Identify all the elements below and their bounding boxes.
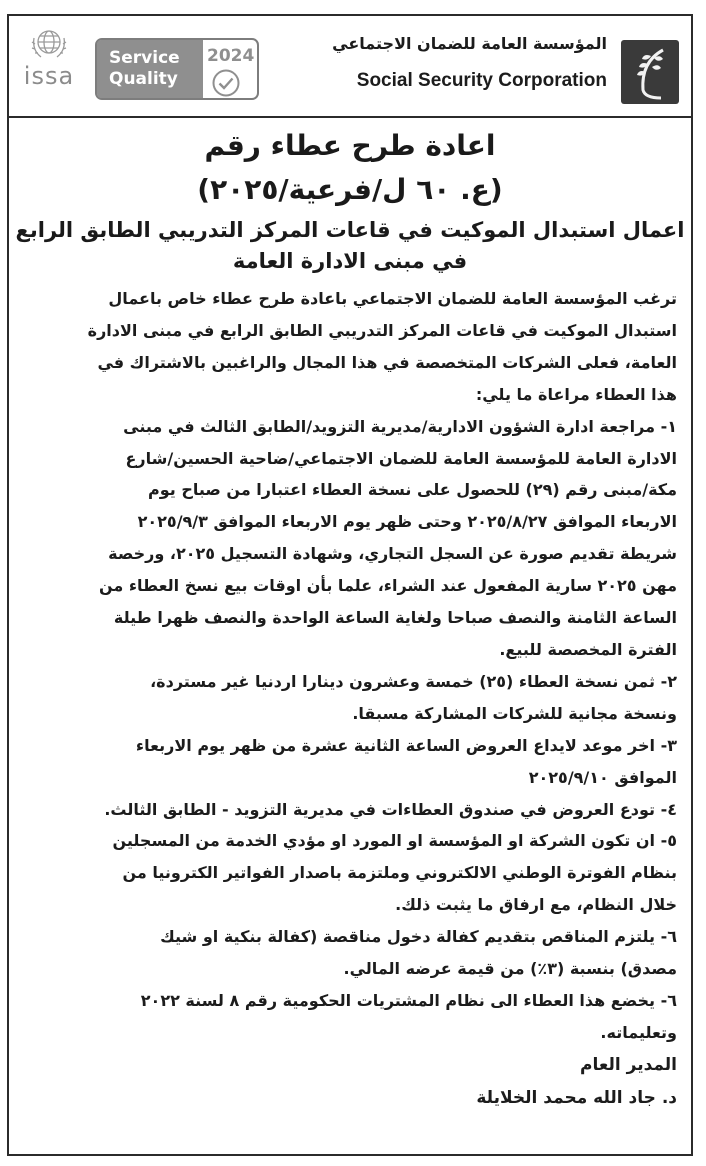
text-line: ٥- ان تكون الشركة او المؤسسة او المورد او مؤدي الخدمة من المسجلين [112,831,677,851]
text-line: مصدق) بنسبة (٣٪) من قيمة عرضه المالي. [343,959,677,979]
text-line: الفترة المخصصة للبيع. [499,639,677,659]
text-line: ٢- ثمن نسخة العطاء (٢٥) خمسة وعشرون دينارا اردنيا غير مستردة، [150,671,677,691]
text-line: ٦- يخضع هذا العطاء الى نظام المشتريات الحكومية رقم ٨ لسنة ٢٠٢٢ [140,990,677,1010]
checkmark-icon [211,68,241,98]
text-line: ترغب المؤسسة العامة للضمان الاجتماعي باعادة طرح عطاء خاص باعمال [108,289,677,308]
title-line-1: اعادة طرح عطاء رقم [204,129,496,162]
subject-line-1: اعمال استبدال الموكيت في قاعات المركز التدريبي الطابق الرابع [15,218,685,242]
text-line: ٦- يلتزم المناقص بتقديم كفالة دخول مناقصة (كفالة بنكية او شيك [160,927,677,947]
issa-logo [23,24,75,88]
globe-icon [29,24,69,64]
wheat-logo-icon [621,40,679,104]
header [9,16,691,118]
text-line: العامة، فعلى الشركات المتخصصة في هذا المجال والراغبين بالاشتراك في [97,352,677,372]
signature-block [23,1049,677,1115]
text-line: مهن ٢٠٢٥ سارية المفعول عند الشراء، علما بأن اوقات بيع نسخ العطاء من [98,576,677,596]
text-line: ٣- اخر موعد لايداع العروض الساعة الثانية عشرة من ظهر يوم الاربعاء [135,735,677,755]
text-line: شريطة تقديم صورة عن السجل التجاري، وشهادة التسجيل ٢٠٢٥، ورخصة [108,544,677,564]
text-line: الاربعاء الموافق ٢٠٢٥/٨/٢٧ وحتى ظهر يوم الاربعاء الموافق ٢٠٢٥/٩/٣ [137,512,677,532]
announcement-text [23,283,677,1049]
issa-text: issa [23,62,75,90]
text-line: استبدال الموكيت في قاعات المركز التدريبي الطابق الرابع في مبنى الادارة [87,320,677,340]
announcement-body [9,120,691,1115]
text-line: ٤- تودع العروض في صندوق العطاءات في مديرية التزويد - الطابق الثالث. [104,799,677,819]
service-quality-year: 2024 [207,46,255,66]
text-line: هذا العطاء مراعاة ما يلي: [475,384,677,404]
signatory-title: المدير العام [580,1054,677,1075]
text-line: بنظام الفوترة الوطني الالكتروني وملتزمة باصدار الفواتير الكترونيا من [122,863,677,883]
subject-line-2: في مبنى الادارة العامة [232,249,468,273]
text-line: ونسخة مجانية للشركات المشاركة مسبقا. [352,703,677,723]
org-name-english: Social Security Corporation [356,70,607,91]
ssc-logo-block [319,34,679,106]
text-line: الموافق ٢٠٢٥/٩/١٠ [528,767,677,787]
text-line: الساعة الثامنة والنصف صباحا ولغاية الساعة الواحدة والنصف ظهرا طيلة [113,608,677,628]
org-name-arabic: المؤسسة العامة للضمان الاجتماعي [332,34,607,53]
tender-number: (ع. ٦٠ ل/فرعية/٢٠٢٥) [197,173,503,206]
text-line: وتعليماته. [600,1022,677,1042]
tender-announcement [7,14,693,1156]
text-line: خلال النظام، مع ارفاق ما يثبت ذلك. [395,895,677,915]
signatory-name: د. جاد الله محمد الخلايلة [476,1087,677,1108]
text-line: ١- مراجعة ادارة الشؤون الادارية/مديرية التزويد/الطابق الثالث في مبنى [123,416,677,436]
text-line: الادارة العامة للمؤسسة العامة للضمان الاجتماعي/ضاحية الحسين/شارع [125,448,677,468]
service-quality-badge [95,38,259,100]
service-quality-label: Service Quality [97,40,203,98]
text-line: مكة/مبنى رقم (٢٩) للحصول على نسخة العطاء اعتبارا من صباح يوم [147,480,677,500]
